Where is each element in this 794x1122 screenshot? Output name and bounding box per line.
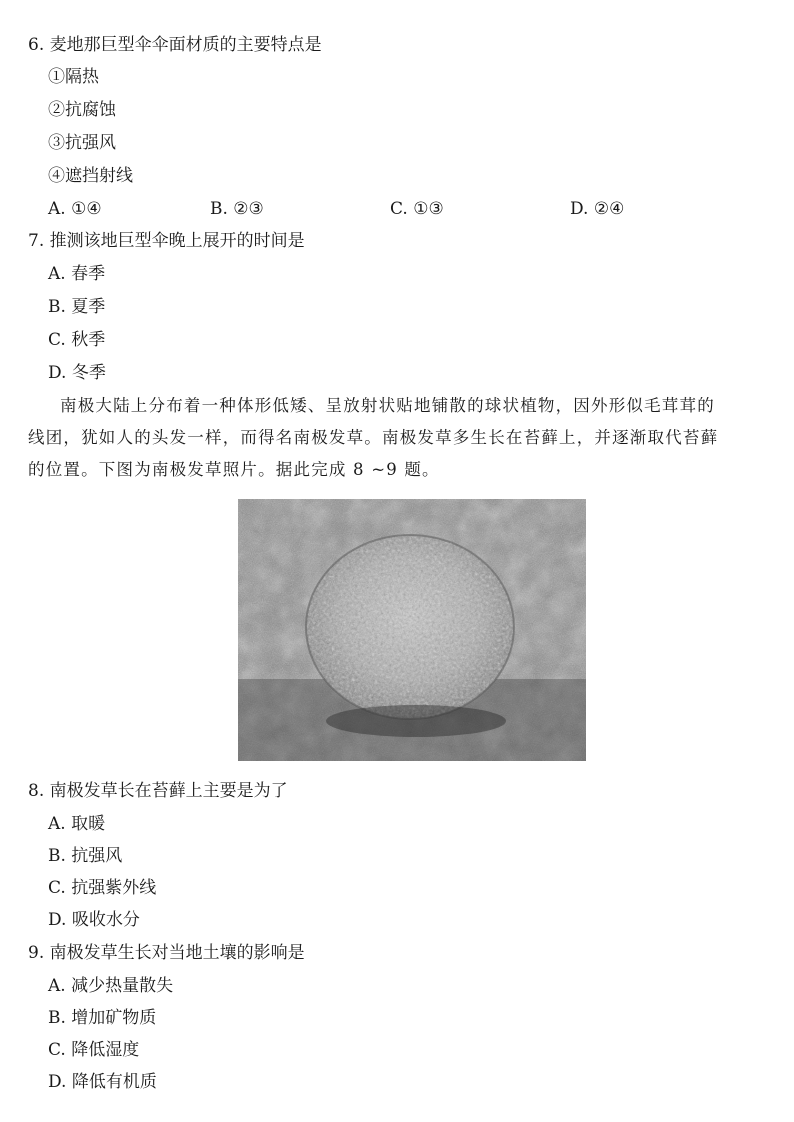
- q8-option-b: B. 抗强风: [48, 846, 123, 866]
- q9-option-c: C. 降低湿度: [48, 1040, 140, 1060]
- q6-option-a: A. ①④: [48, 199, 102, 219]
- q7-option-c: C. 秋季: [48, 330, 106, 350]
- q9-stem: 9. 南极发草生长对当地土壤的影响是: [28, 943, 305, 963]
- q9-option-a: A. 减少热量散失: [48, 976, 174, 996]
- q7-option-b: B. 夏季: [48, 297, 106, 317]
- q9-option-d: D. 降低有机质: [48, 1072, 157, 1092]
- q7-option-d: D. 冬季: [48, 363, 106, 383]
- passage-line-2: 线团，犹如人的头发一样，而得名南极发草。南极发草多生长在苔藓上，并逐渐取代苔藓: [28, 428, 719, 447]
- q8-stem: 8. 南极发草长在苔藓上主要是为了: [28, 781, 288, 801]
- q6-option-d: D. ②④: [570, 199, 625, 219]
- passage-line-3: 的位置。下图为南极发草照片。据此完成 8 ~9 题。: [28, 460, 440, 479]
- q8-option-a: A. 取暖: [48, 814, 106, 834]
- q8-option-d: D. 吸收水分: [48, 910, 140, 930]
- q6-statement-2: ②抗腐蚀: [48, 100, 116, 120]
- q6-option-c: C. ①③: [390, 199, 444, 219]
- q6-statement-1: ①隔热: [48, 67, 99, 87]
- q6-option-b: B. ②③: [210, 199, 264, 219]
- q6-stem: 6. 麦地那巨型伞伞面材质的主要特点是: [28, 35, 322, 55]
- q7-stem: 7. 推测该地巨型伞晚上展开的时间是: [28, 231, 305, 251]
- passage-line-1: 南极大陆上分布着一种体形低矮、呈放射状贴地铺散的球状植物，因外形似毛茸茸的: [60, 396, 715, 415]
- q8-option-c: C. 抗强紫外线: [48, 878, 157, 898]
- q6-statement-4: ④遮挡射线: [48, 166, 133, 186]
- q9-option-b: B. 增加矿物质: [48, 1008, 157, 1028]
- q6-statement-3: ③抗强风: [48, 133, 116, 153]
- q7-option-a: A. 春季: [48, 264, 106, 284]
- antarctic-hair-grass-photo: [238, 499, 586, 761]
